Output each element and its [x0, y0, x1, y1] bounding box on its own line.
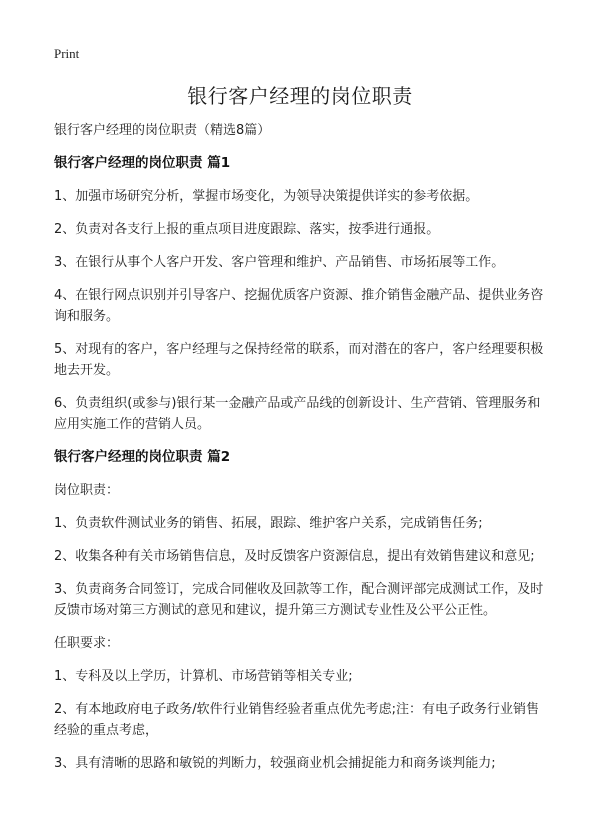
section-2 — [54, 447, 550, 774]
section-2-paragraphs — [54, 480, 550, 774]
paragraph: 2、收集各种有关市场销售信息，及时反馈客户资源信息，提出有效销售建议和意见; — [54, 549, 535, 564]
section-1-paragraphs — [54, 186, 550, 435]
section-heading: 银行客户经理的岗位职责 篇1 — [54, 155, 231, 171]
section-1 — [54, 153, 550, 435]
paragraph: 岗位职责： — [54, 483, 120, 498]
paragraph: 2、有本地政府电子政务/软件行业销售经验者重点优先考虑;注：有电子政务行业销售经验的重点考虑， — [54, 702, 540, 738]
document-body — [54, 120, 550, 786]
paragraph: 1、加强市场研究分析，掌握市场变化，为领导决策提供详实的参考依据。 — [54, 189, 479, 204]
paragraph: 任职要求： — [54, 636, 120, 651]
document-subtitle: 银行客户经理的岗位职责（精选8篇） — [54, 123, 271, 138]
paragraph: 1、专科及以上学历，计算机、市场营销等相关专业; — [54, 669, 353, 684]
paragraph: 3、在银行从事个人客户开发、客户管理和维护、产品销售、市场拓展等工作。 — [54, 255, 505, 270]
paragraph: 5、对现有的客户，客户经理与之保持经常的联系，而对潜在的客户，客户经理要积极地去开发。 — [54, 342, 544, 378]
section-heading: 银行客户经理的岗位职责 篇2 — [54, 449, 231, 465]
page-title: 银行客户经理的岗位职责 — [187, 84, 413, 108]
paragraph: 6、负责组织(或参与)银行某一金融产品或产品线的创新设计、生产营销、管理服务和应用实施工作的营销人员。 — [54, 396, 541, 432]
paragraph: 3、具有清晰的思路和敏锐的判断力，较强商业机会捕捉能力和商务谈判能力; — [54, 756, 496, 771]
print-link[interactable]: Print — [54, 46, 80, 61]
paragraph: 1、负责软件测试业务的销售、拓展，跟踪、维护客户关系，完成销售任务; — [54, 516, 483, 531]
paragraph: 2、负责对各支行上报的重点项目进度跟踪、落实，按季进行通报。 — [54, 222, 440, 237]
paragraph: 3、负责商务合同签订，完成合同催收及回款等工作，配合测评部完成测试工作，及时反馈市场对第三方测试的意见和建议，提升第三方测试专业性及公平公正性。 — [54, 582, 544, 618]
paragraph: 4、在银行网点识别并引导客户、挖掘优质客户资源、推介销售金融产品、提供业务咨询和服务。 — [54, 288, 544, 324]
